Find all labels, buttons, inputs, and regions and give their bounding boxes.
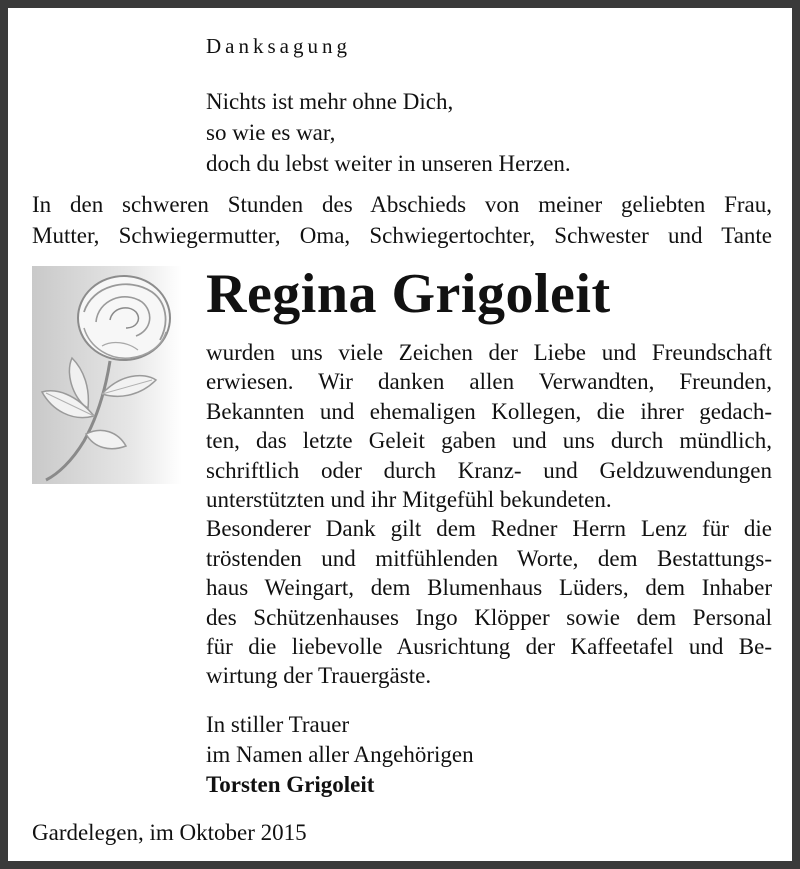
intro-line: In den schweren Stunden des Abschieds von meiner geliebten Frau, [32, 192, 772, 217]
closing [206, 710, 474, 800]
poem-line: so wie es war, [206, 120, 336, 145]
body-line: Besonderer Dank gilt dem Redner Herrn Lenz für die [206, 516, 772, 542]
closing-line: In stiller Trauer [206, 712, 350, 737]
intro-line: Mutter, Schwiegermutter, Oma, Schwiegertochter, Schwester und Tante [32, 223, 772, 248]
body-line: tröstenden und mitfühlenden Worte, dem Bestattungs- [206, 545, 772, 571]
closing-line: im Namen aller Angehörigen [206, 742, 474, 767]
heading: Danksagung [206, 34, 351, 58]
intro-text [32, 189, 772, 251]
body-line: ten, das letzte Geleit gaben und uns durch mündlich, [206, 428, 772, 454]
body-line: für die liebevolle Ausrichtung der Kaffeetafel und Be- [206, 634, 772, 660]
body-line: schriftlich oder durch Kranz- und Geldzuwendungen [206, 457, 772, 483]
obituary-card [8, 8, 792, 861]
body-line: haus Weingart, dem Blumenhaus Lüders, dem Inhaber [206, 575, 772, 601]
poem-line: doch du lebst weiter in unseren Herzen. [206, 151, 571, 176]
poem-line: Nichts ist mehr ohne Dich, [206, 89, 454, 114]
poem [206, 86, 571, 179]
body-line: des Schützenhauses Ingo Klöpper sowie dem Personal [206, 604, 772, 630]
deceased-name: Regina Grigoleit [206, 263, 611, 325]
body-text [206, 338, 772, 691]
signer-name: Torsten Grigoleit [206, 772, 375, 797]
rose-icon [32, 266, 194, 484]
body-line: wirtung der Trauergäste. [206, 663, 432, 689]
place-date: Gardelegen, im Oktober 2015 [32, 820, 307, 845]
body-line: Bekannten und ehemaligen Kollegen, die ihrer gedach- [206, 398, 772, 424]
body-line: wurden uns viele Zeichen der Liebe und Freundschaft [206, 340, 772, 365]
body-line: erwiesen. Wir danken allen Verwandten, Freunden, [206, 369, 772, 395]
body-line: unterstützten und ihr Mitgefühl bekundeten. [206, 487, 612, 513]
